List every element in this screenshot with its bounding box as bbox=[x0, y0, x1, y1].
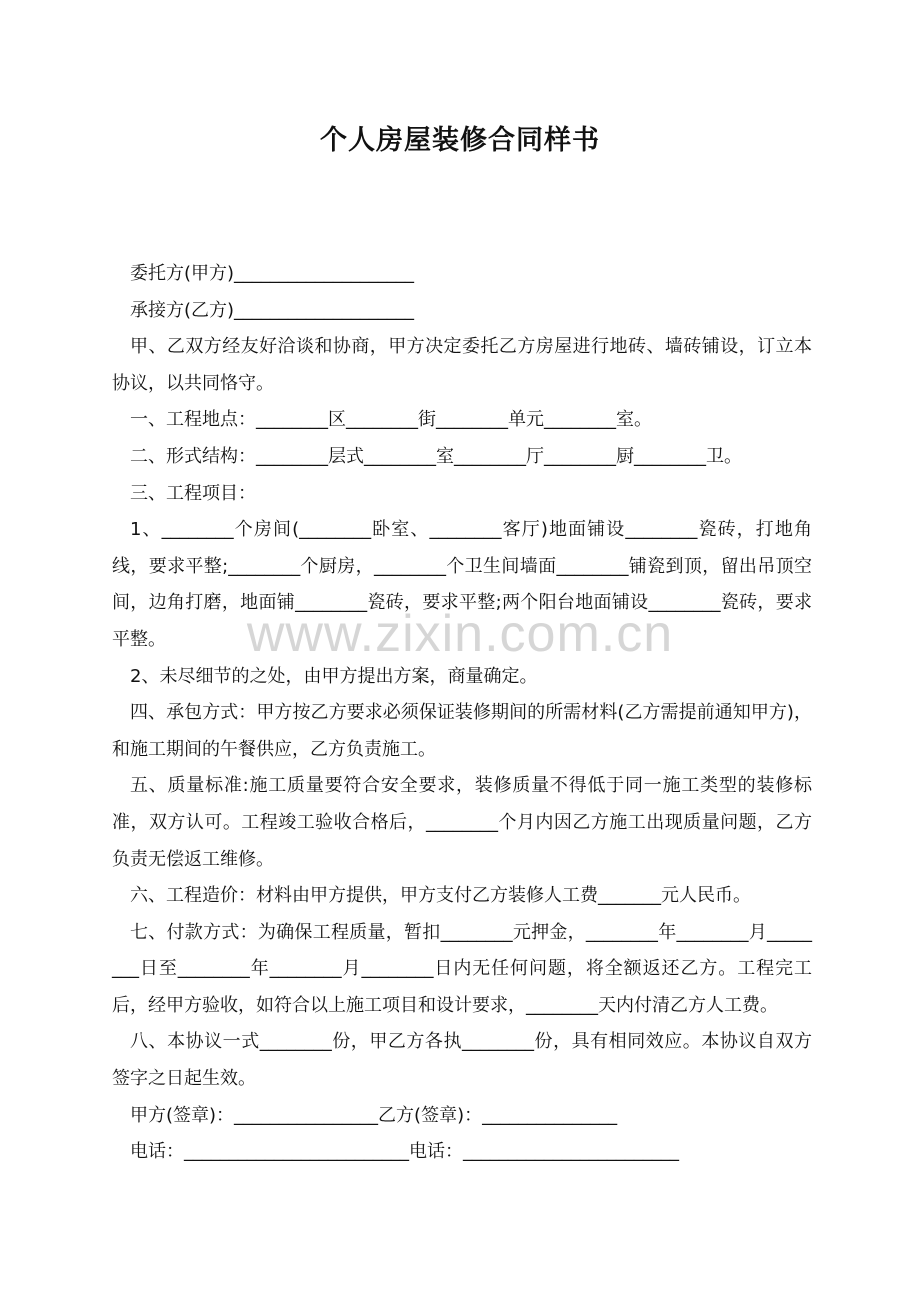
watermark: www.zixin.com.cn bbox=[246, 605, 674, 663]
clause-project-location: 一、工程地点：________区________街________单元________室。 bbox=[130, 409, 652, 431]
party-b-line: 承接方(乙方)____________________ bbox=[130, 299, 415, 321]
party-a-line: 委托方(甲方)____________________ bbox=[130, 263, 415, 284]
phone-line: 电话：_________________________电话：________________________ bbox=[130, 1141, 679, 1163]
contract-body bbox=[112, 256, 812, 1171]
clause-copies: 八、本协议一式________份，甲乙方各执________份，具有相同效应。本协议自双方签字之日起生效。 bbox=[112, 1031, 812, 1090]
clause-item-1: 1、________个房间(________卧室、________客厅)地面铺设________瓷砖，打地角线，要求平整;________个厨房，________个卫生间墙面________铺瓷到顶，留出吊顶空间，边角打磨，地面铺________瓷砖，要求平整;两个阳台地面铺设________瓷砖，要求平整。 bbox=[112, 519, 812, 650]
clause-cost: 六、工程造价：材料由甲方提供，甲方支付乙方装修人工费_______元人民币。 bbox=[130, 885, 751, 907]
page-title: 个人房屋装修合同样书 bbox=[320, 125, 600, 156]
signature-line: 甲方(签章)：________________乙方(签章)：_______________ bbox=[130, 1104, 618, 1126]
clause-payment: 七、付款方式：为确保工程质量，暂扣________元押金，________年________月________日至________年________月________日内无任何问题，将全额返还乙方。工程完工后，经甲方验收，如符合以上施工项目和设计要求，________天内付清乙方人工费。 bbox=[112, 921, 812, 1016]
clause-structure: 二、形式结构：________层式________室________厅________厨________卫。 bbox=[130, 445, 742, 467]
clause-project-items: 三、工程项目： bbox=[130, 482, 256, 504]
clause-quality: 五、质量标准:施工质量要符合安全要求，装修质量不得低于同一施工类型的装修标准，双方认可。工程竣工验收合格后，________个月内因乙方施工出现质量问题，乙方负责无偿返工维修。 bbox=[112, 775, 812, 870]
intro-paragraph: 甲、乙双方经友好洽谈和协商，甲方决定委托乙方房屋进行地砖、墙砖铺设，订立本协议，以共同恪守。 bbox=[112, 336, 812, 394]
clause-contract-mode: 四、承包方式：甲方按乙方要求必须保证装修期间的所需材料(乙方需提前通知甲方)，和施工期间的午餐供应，乙方负责施工。 bbox=[112, 702, 812, 760]
clause-item-2: 2、未尽细节的之处，由甲方提出方案，商量确定。 bbox=[130, 665, 538, 687]
